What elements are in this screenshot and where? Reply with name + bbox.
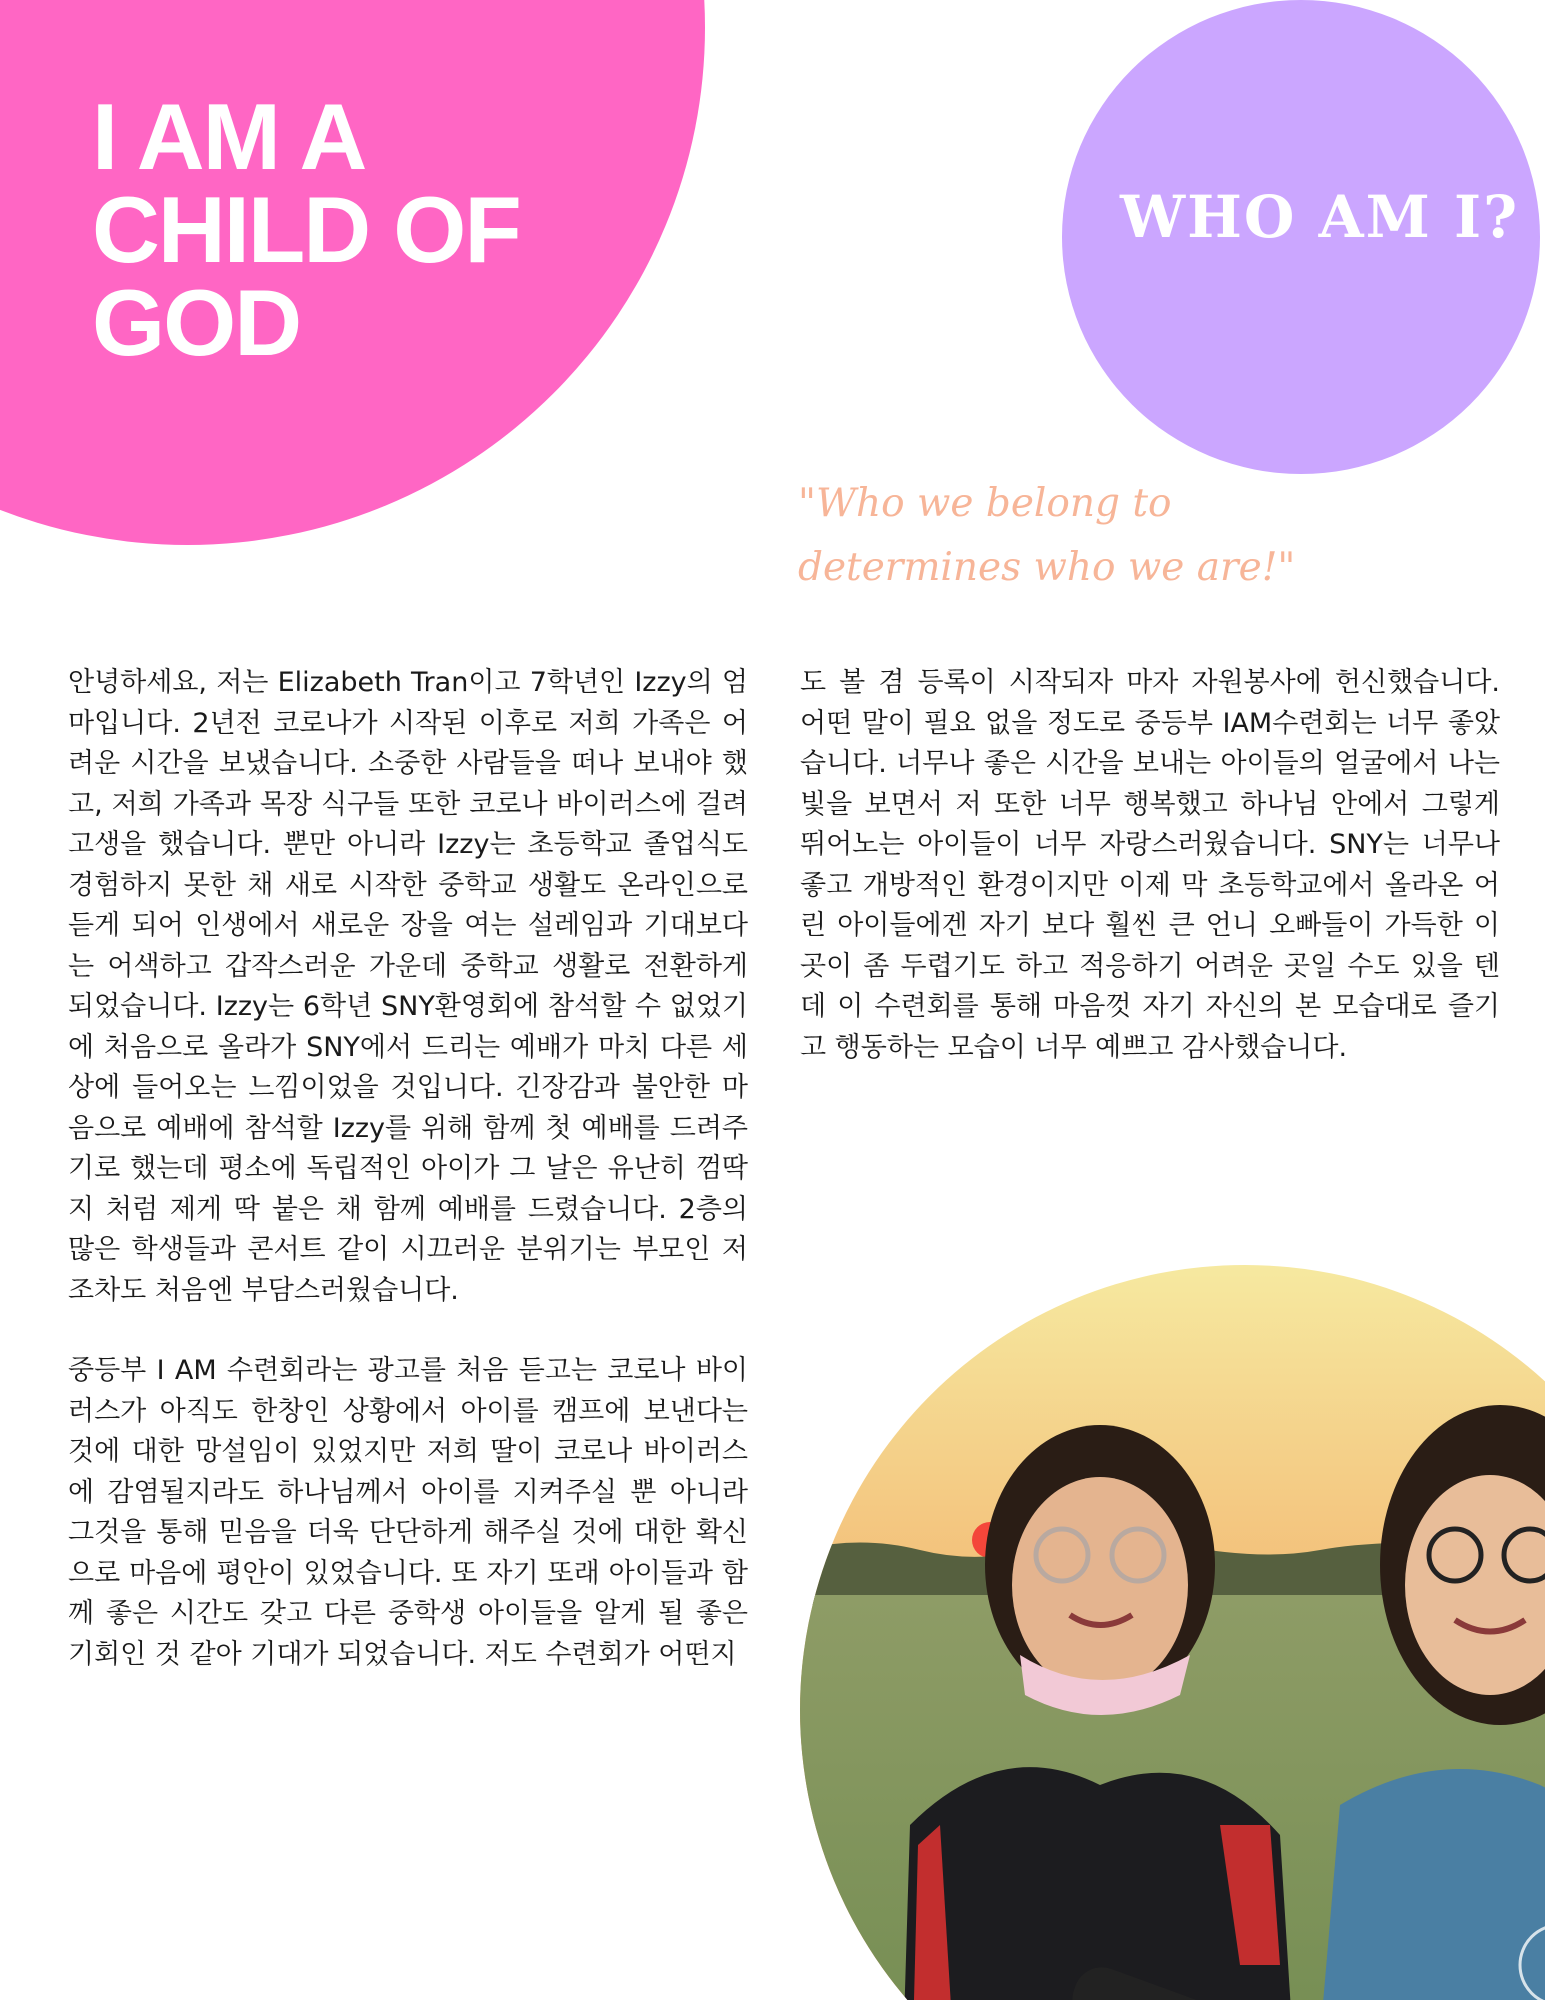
title-line: CHILD OF [92,177,520,282]
quote-line: determines who we are!" [798,545,1296,590]
article-column-right [800,663,1500,1068]
article-paragraph: 안녕하세요, 저는 Elizabeth Tran이고 7학년인 Izzy의 엄마입니다. 2년전 코로나가 시작된 이후로 저희 가족은 어려운 시간을 보냈습니다. 소중한 사람들을 떠나 보내야 했고, 저희 가족과 목장 식구들 또한 코로나 바이러스에 걸려 고생을 했습니다. 뿐만 아니라 Izzy는 초등학교 졸업식도 경험하지 못한 채 새로 시작한 중학교 생활도 온라인으로 듣게 되어 인생에서 새로운 장을 여는 설레임과 기대보다는 어색하고 갑작스러운 가운데 중학교 생활로 전환하게 되었습니다. Izzy는 6학년 SNY환영회에 참석할 수 없었기에 처음으로 올라가 SNY에서 드리는 예배가 마치 다른 세상에 들어오는 느낌이었을 것입니다. 긴장감과 불안한 마음으로 예배에 참석할 Izzy를 위해 함께 첫 예배를 드려주기로 했는데 평소에 독립적인 아이가 그 날은 유난히 껌딱지 처럼 제게 딱 붙은 채 함께 예배를 드렸습니다. 2층의 많은 학생들과 콘서트 같이 시끄러운 분위기는 부모인 저 조차도 처음엔 부담스러웠습니다. [68,667,748,1306]
circular-photo [800,1265,1545,2000]
page-title [92,84,612,375]
quote-line: "Who we belong to [798,481,1172,526]
title-line: GOD [92,270,301,375]
shirt-shape [1310,1769,1545,2000]
face-shape [1012,1477,1188,1693]
section-subtitle: WHO AM I? [1120,183,1520,251]
sunset-photo-illustration [800,1265,1545,2000]
article-paragraph: 중등부 I AM 수련회라는 광고를 처음 듣고는 코로나 바이러스가 아직도 한창인 상황에서 아이를 캠프에 보낸다는 것에 대한 망설임이 있었지만 저희 딸이 코로나 바이러스에 감염될지라도 하나님께서 아이를 지켜주실 뿐 아니라 그것을 통해 믿음을 더욱 단단하게 해주실 것에 대한 확신으로 마음에 평안이 있었습니다. 또 자기 또래 아이들과 함께 좋은 시간도 갖고 다른 중학생 아이들을 알게 될 좋은 기회인 것 같아 기대가 되었습니다. 저도 수련회가 어떤지 [68,1355,748,1670]
title-line: I AM A [92,84,366,189]
article-paragraph: 도 볼 겸 등록이 시작되자 마자 자원봉사에 헌신했습니다. 어떤 말이 필요 없을 정도로 중등부 IAM수련회는 너무 좋았습니다. 너무나 좋은 시간을 보내는 아이들의 얼굴에서 나는 빛을 보면서 저 또한 너무 행복했고 하나님 안에서 그렇게 뛰어노는 아이들이 너무 자랑스러웠습니다. SNY는 너무나 좋고 개방적인 환경이지만 이제 막 초등학교에서 올라온 어린 아이들에겐 자기 보다 훨씬 큰 언니 오빠들이 가득한 이 곳이 좀 두렵기도 하고 적응하기 어려운 곳일 수도 있을 텐데 이 수련회를 통해 마음껏 자기 자신의 본 모습대로 즐기고 행동하는 모습이 너무 예쁘고 감사했습니다. [800,667,1500,1063]
pull-quote [798,472,1358,600]
article-column-left [68,663,748,1675]
